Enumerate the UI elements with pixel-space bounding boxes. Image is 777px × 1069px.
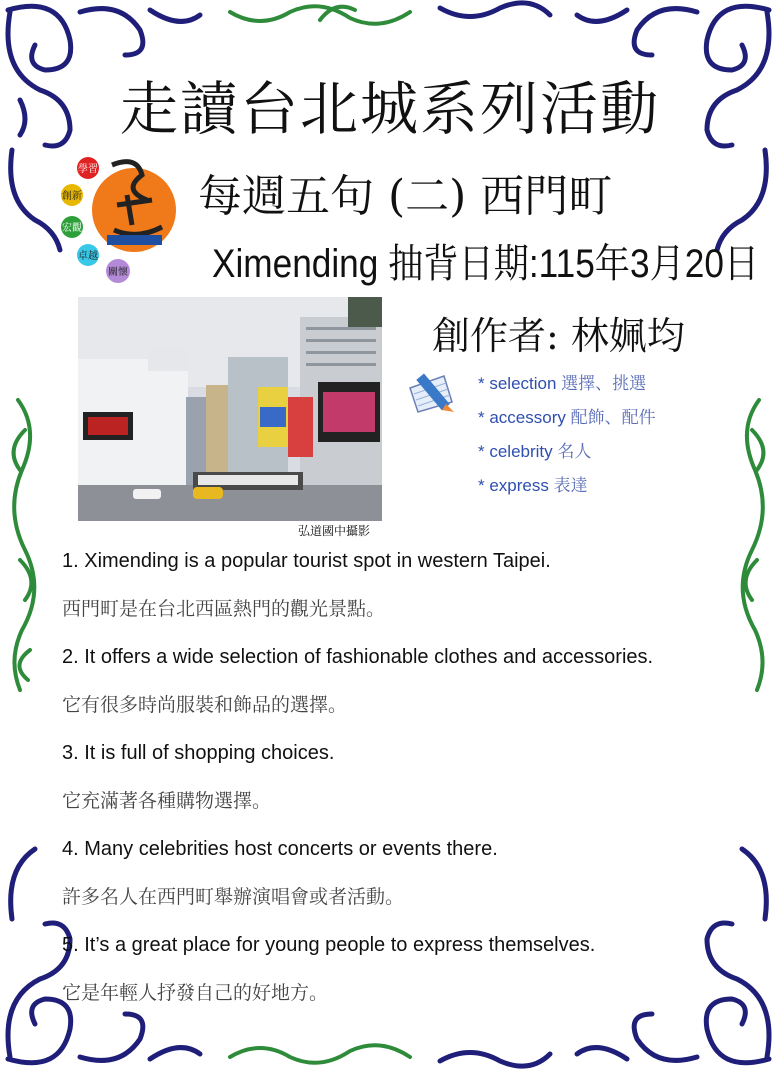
- vocab-english: * selection: [478, 374, 557, 393]
- pencil-notebook-icon: [408, 368, 464, 414]
- vocab-item: [478, 406, 656, 440]
- sentence-english: 5. It’s a great place for young people to express themselves.: [62, 934, 596, 956]
- vocab-english: * celebrity: [478, 442, 553, 461]
- vocab-item: [478, 440, 656, 474]
- author: 創作者: 林姵均: [432, 314, 685, 358]
- recitation-date: Ximending 抽背日期:115年3月20日: [212, 242, 760, 286]
- badge-learning: 學習: [78, 164, 98, 175]
- badge-vision: 宏觀: [62, 223, 82, 234]
- sentence-english: 4. Many celebrities host concerts or events there.: [62, 838, 498, 860]
- sentence-chinese: 它充滿著各種購物選擇。: [62, 790, 272, 812]
- vocabulary-list: [478, 372, 656, 508]
- photo-caption: 弘道國中攝影: [298, 524, 371, 538]
- vocab-item: [478, 474, 656, 508]
- page-title: 走讀台北城系列活動: [119, 75, 660, 143]
- sentence-chinese: 許多名人在西門町舉辦演唱會或者活動。: [62, 886, 405, 908]
- vocab-chinese: 名人: [557, 442, 592, 461]
- subtitle: 每週五句 (二) 西門町: [198, 171, 613, 222]
- sentence-english: 3. It is full of shopping choices.: [62, 742, 335, 764]
- badge-care: 關懷: [108, 267, 128, 278]
- vocab-item: [478, 372, 656, 406]
- sentence-english: 2. It offers a wide selection of fashionable clothes and accessories.: [62, 646, 654, 668]
- vocab-chinese: 配飾、配件: [570, 408, 656, 427]
- vocab-english: * accessory: [478, 408, 566, 427]
- sentence-chinese: 西門町是在台北西區熱門的觀光景點。: [62, 598, 386, 620]
- sentence-chinese: 它是年輕人抒發自己的好地方。: [62, 982, 329, 1004]
- badge-excellence: 卓越: [78, 251, 98, 262]
- vocab-english: * express: [478, 476, 549, 495]
- vocab-chinese: 選擇、挑選: [561, 374, 647, 393]
- ximending-photo: [78, 297, 382, 521]
- sentence-chinese: 它有很多時尚服裝和飾品的選擇。: [62, 694, 348, 716]
- sentence-list: [62, 546, 742, 1026]
- school-logo: [52, 145, 192, 285]
- sentence-english: 1. Ximending is a popular tourist spot in western Taipei.: [62, 550, 551, 572]
- badge-innovation: 創新: [62, 191, 82, 202]
- vocab-chinese: 表達: [553, 476, 588, 495]
